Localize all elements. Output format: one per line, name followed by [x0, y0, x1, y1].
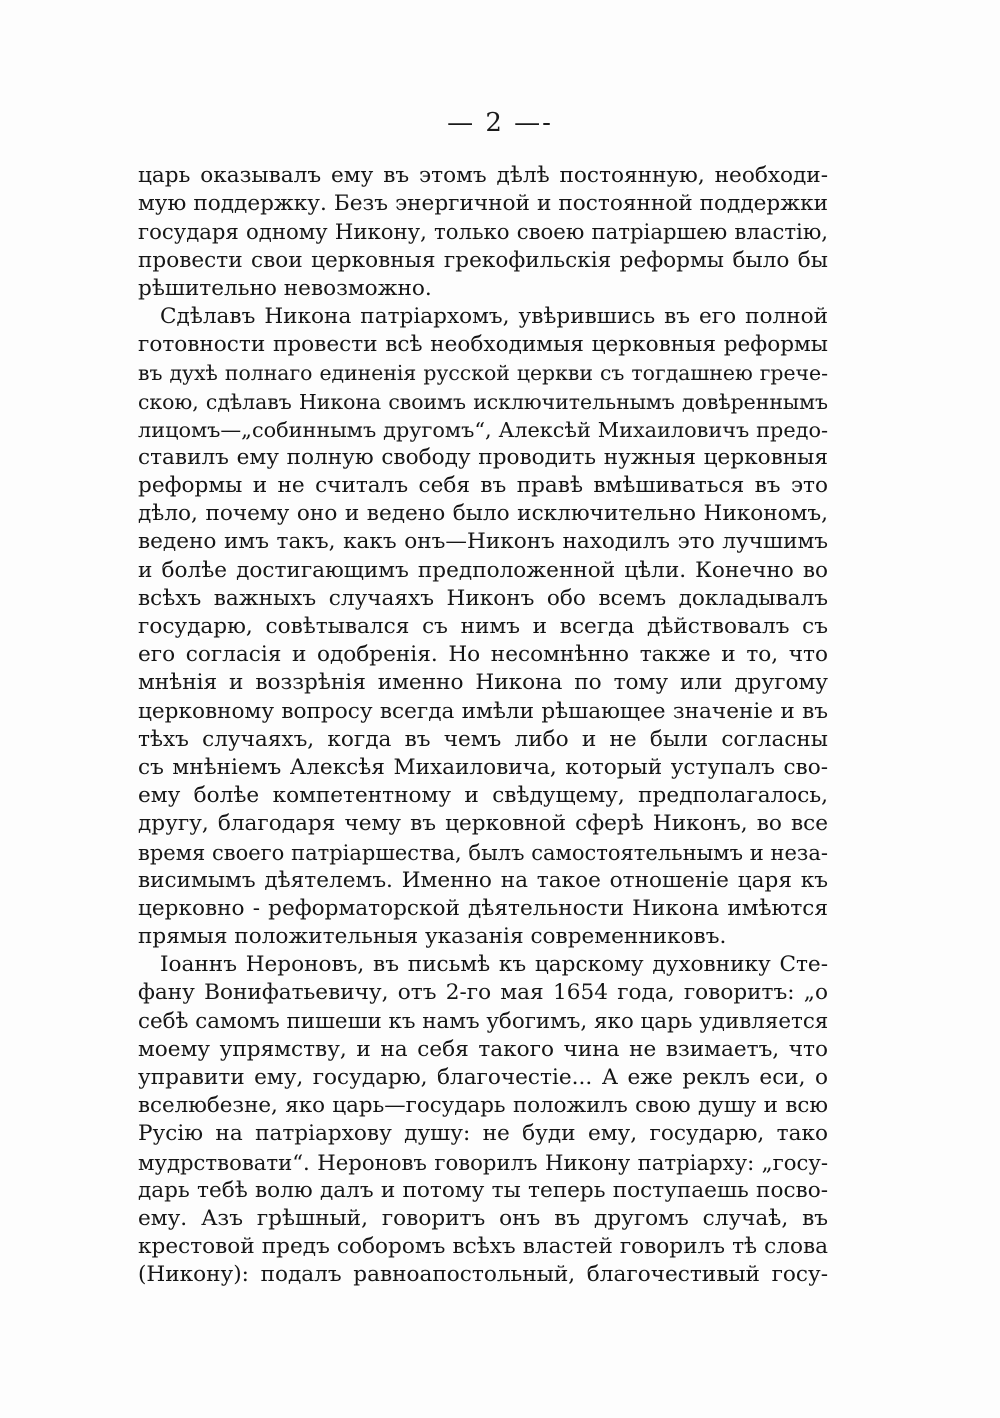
- text-line: мую поддержку. Безъ энергичной и постоянной поддержки: [138, 191, 828, 217]
- text-line: царь оказывалъ ему въ этомъ дѣлѣ постоянную, необходи-: [138, 163, 828, 188]
- text-line: государю, совѣтывался съ нимъ и всегда дѣйствовалъ съ: [138, 614, 828, 639]
- text-line: себѣ самомъ пишеши къ намъ убогимъ, яко царь удивляется: [138, 1008, 829, 1034]
- text-line: время своего патріаршества, былъ самостоятельнымъ и неза-: [138, 840, 828, 865]
- text-line: ведено имъ такъ, какъ онъ—Никонъ находилъ это лучшимъ: [138, 529, 828, 555]
- text-line: тѣхъ случаяхъ, когда въ чемъ либо и не были согласны: [138, 726, 828, 752]
- text-line: готовности провести всѣ необходимыя церковныя реформы: [138, 332, 828, 358]
- text-line: рѣшительно невозможно.: [138, 275, 432, 301]
- page-number: — 2 —-: [447, 108, 553, 138]
- text-line: скою, сдѣлавъ Никона своимъ исключительнымъ довѣреннымъ: [138, 389, 828, 414]
- text-line: всѣхъ важныхъ случаяхъ Никонъ обо всемъ докладывалъ: [138, 585, 828, 611]
- text-line: ему. Азъ грѣшный, говоритъ онъ въ другомъ случаѣ, въ: [138, 1205, 828, 1231]
- paragraph-1: [138, 162, 828, 303]
- text-line: церковно - реформаторской дѣятельности Никона имѣются: [138, 895, 828, 921]
- paragraph-2: [138, 303, 828, 951]
- text-line: въ духѣ полнаго единенія русской церкви съ тогдашнею грече-: [138, 361, 828, 386]
- text-line: мнѣнія и воззрѣнія именно Никона по тому или другому: [138, 670, 828, 696]
- text-line: Сдѣлавъ Никона патріархомъ, увѣрившись въ его полной: [160, 303, 828, 329]
- text-line: государя одному Никону, только своею патріаршею властію,: [138, 219, 828, 245]
- text-line: съ мнѣніемъ Алексѣя Михаиловича, который уступалъ сво-: [138, 754, 828, 780]
- text-line: моему упрямству, и на себя такого чина не взимаетъ, что: [138, 1036, 828, 1062]
- text-line: лицомъ—„собиннымъ другомъ“, Алексѣй Михаиловичъ предо-: [138, 417, 828, 442]
- text-line: церковному вопросу всегда имѣли рѣшающее значеніе и въ: [138, 698, 828, 724]
- text-line: фану Вонифатьевичу, отъ 2-го мая 1654 года, говоритъ: „о: [138, 980, 828, 1006]
- text-line: провести свои церковныя грекофильскія реформы было бы: [138, 247, 828, 273]
- text-line: Русію на патріархову душу: не буди ему, государю, тако: [138, 1121, 828, 1147]
- text-line: другу, благодаря чему въ церковной сферѣ Никонъ, во все: [138, 811, 828, 837]
- text-line: (Никону): подалъ равноапостольный, благочестивый госу-: [138, 1262, 828, 1288]
- text-line: вселюбезне, яко царь—государь положилъ свою душу и всю: [138, 1093, 828, 1119]
- paragraph-3: [138, 951, 828, 1289]
- text-line: дарь тебѣ волю далъ и потому ты теперь поступаешь посво-: [138, 1177, 828, 1203]
- text-line: реформы и не считалъ себя въ правѣ вмѣшиваться въ это: [138, 473, 828, 499]
- text-line: Іоаннъ Нероновъ, въ письмѣ къ царскому духовнику Сте-: [160, 952, 828, 978]
- text-line: крестовой предъ соборомъ всѣхъ властей говорилъ тѣ слова: [138, 1234, 828, 1260]
- text-line: дѣло, почему оно и ведено было исключительно Никономъ,: [138, 501, 828, 527]
- text-line: висимымъ дѣятелемъ. Именно на такое отношеніе царя къ: [138, 867, 828, 893]
- body-text: [138, 162, 828, 1290]
- text-line: управити ему, государю, благочестіе... А еже реклъ еси, о: [138, 1065, 828, 1090]
- text-line: прямыя положительныя указанія современниковъ.: [138, 924, 727, 950]
- text-line: и болѣе достигающимъ предположенной цѣли. Конечно во: [138, 557, 828, 583]
- text-line: мудрствовати“. Нероновъ говорилъ Никону патріарху: „госу-: [138, 1149, 828, 1175]
- text-line: ему болѣе компетентному и свѣдущему, предполагалось,: [138, 783, 828, 809]
- text-line: ставилъ ему полную свободу проводить нужныя церковныя: [138, 444, 828, 470]
- text-line: его согласія и одобренія. Но несомнѣнно также и то, что: [138, 642, 828, 668]
